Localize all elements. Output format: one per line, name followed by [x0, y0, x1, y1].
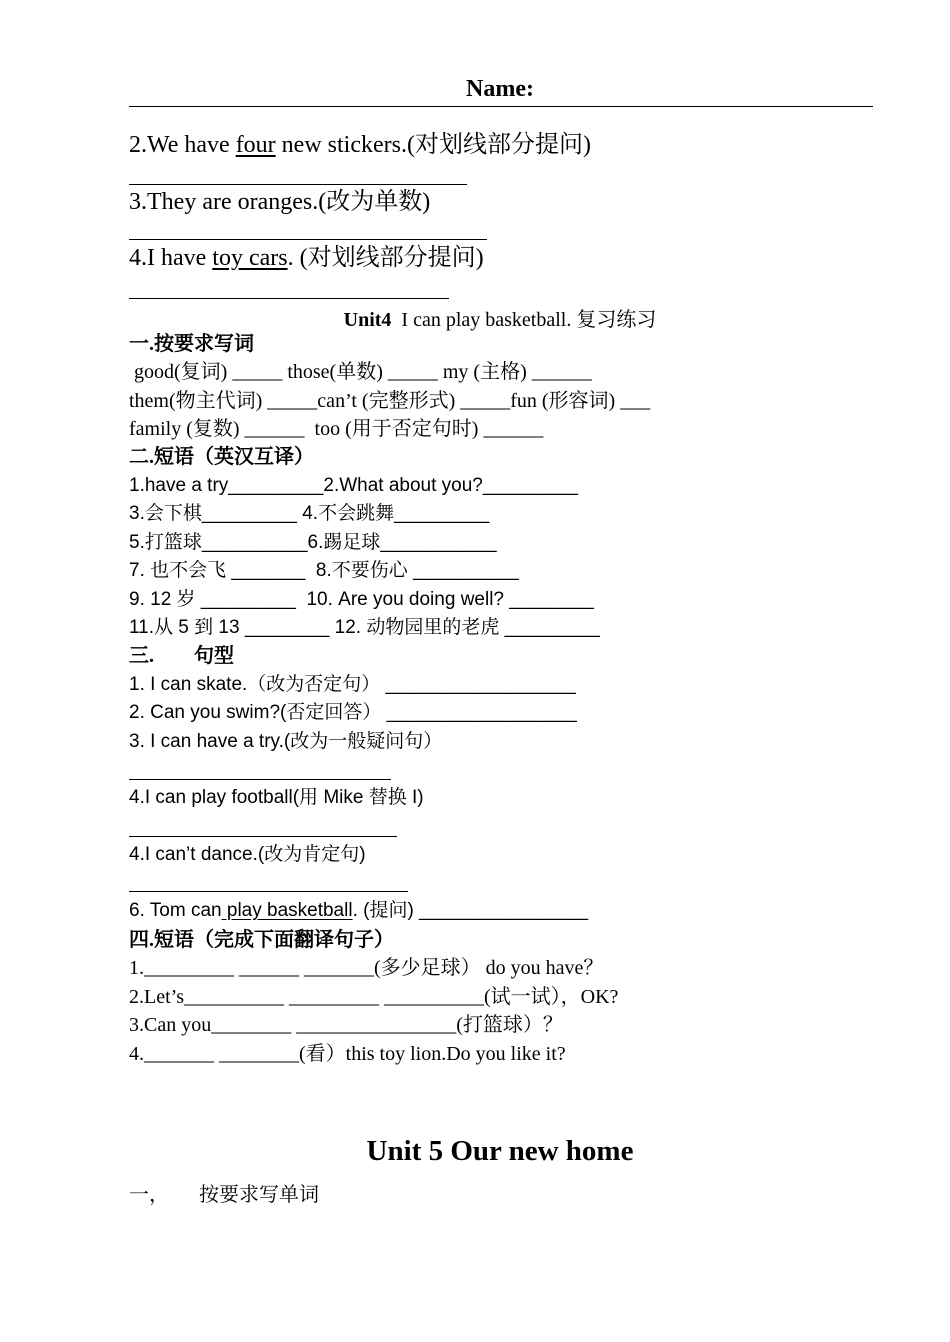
item6-prefix: 6. Tom can — [129, 900, 222, 921]
q4-suffix: . (对划线部分提问) — [287, 245, 484, 271]
question-3: 3.They are oranges.(改为单数) — [129, 189, 431, 215]
section3-heading: 三. 句型 — [129, 645, 234, 667]
item6-underlined: play basketball — [221, 900, 353, 921]
name-line — [129, 106, 873, 107]
unit4-title — [0, 303, 950, 332]
section2-line-3: 5.打篮球__________6.踢足球___________ — [129, 532, 497, 553]
section3-item-3: 3. I can have a try.(改为一般疑问句） — [129, 731, 443, 752]
answer-line-q4[interactable] — [129, 298, 449, 299]
section2-line-6: 11.从 5 到 13 ________ 12. 动物园里的老虎 _________ — [129, 617, 600, 638]
section1-line-3: family (复数) ______ too (用于否定句时) ______ — [129, 418, 544, 440]
section2-line-5: 9. 12 岁 _________ 10. Are you doing well? ________ — [129, 589, 594, 610]
section3-item-5: 4.I can’t dance.(改为肯定句) — [129, 844, 366, 865]
answer-line-s3-4[interactable] — [129, 836, 397, 837]
section4-heading: 四.短语（完成下面翻译句子） — [129, 929, 394, 951]
section1-heading: 一.按要求写词 — [129, 333, 254, 355]
unit4-title-bold: Unit4 — [343, 309, 392, 331]
question-2 — [129, 130, 591, 160]
section2-line-2: 3.会下棋_________ 4.不会跳舞_________ — [129, 503, 490, 524]
section2-line-4: 7. 也不会飞 _______ 8.不要伤心 __________ — [129, 560, 519, 581]
section4-line-1: 1._________ ______ _______(多少足球） do you have？ — [129, 957, 604, 979]
q2-prefix: 2.We have — [129, 132, 236, 158]
section2-heading: 二.短语（英汉互译） — [129, 446, 314, 468]
name-label: Name: — [466, 76, 534, 102]
answer-line-q3[interactable] — [129, 239, 487, 240]
q2-suffix: new stickers.(对划线部分提问) — [275, 132, 591, 158]
item6-suffix: . (提问) ________________ — [352, 900, 589, 921]
answer-line-s3-5[interactable] — [129, 891, 408, 892]
section4-line-4: 4._______ ________(看）this toy lion.Do you like it? — [129, 1043, 566, 1065]
section2-line-1: 1.have a try_________2.What about you?_________ — [129, 475, 578, 496]
section1-line-2: them(物主代词) _____can’t (完整形式) _____fun (形容词) ___ — [129, 390, 651, 412]
section1-line-1: good(复词) _____ those(单数) _____ my (主格) ______ — [129, 361, 592, 383]
section3-item-6 — [129, 898, 588, 924]
section3-item-4: 4.I can play football(用 Mike 替换 I) — [129, 787, 424, 808]
answer-line-s3-3[interactable] — [129, 779, 391, 780]
section4-line-2: 2.Let’s__________ _________ __________(试一试），OK? — [129, 986, 619, 1008]
q4-prefix: 4.I have — [129, 245, 213, 271]
unit5-title: Unit 5 Our new home — [366, 1135, 634, 1167]
question-4 — [129, 243, 484, 273]
section3-item-1: 1. I can skate.（改为否定句） __________________ — [129, 674, 576, 695]
q4-underlined: toy cars — [212, 245, 288, 271]
section4-line-3: 3.Can you________ ________________(打篮球）？ — [129, 1014, 563, 1036]
section3-item-2: 2. Can you swim?(否定回答） __________________ — [129, 702, 577, 723]
unit5-section1-heading: 一， 按要求写单词 — [129, 1184, 319, 1206]
unit4-title-rest: I can play basketball. 复习练习 — [391, 309, 657, 331]
answer-line-q2[interactable] — [129, 184, 467, 185]
q2-underlined: four — [235, 132, 276, 158]
